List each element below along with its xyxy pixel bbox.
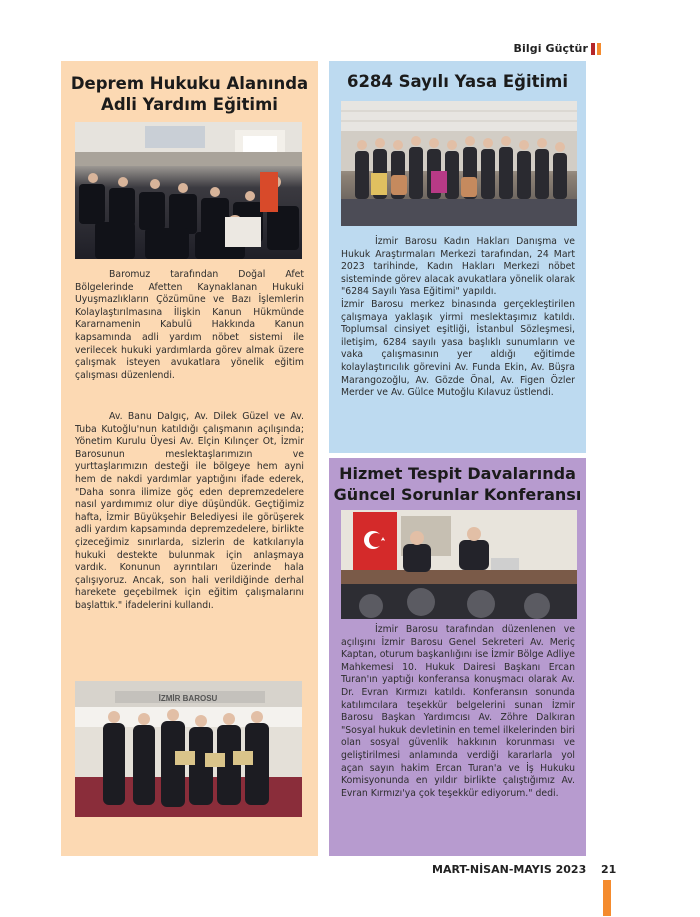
article-body	[341, 236, 575, 400]
article-title-line-2: Adli Yardım Eğitimi	[101, 95, 278, 115]
article-6284-yasa	[329, 61, 586, 453]
header-bar-red	[591, 43, 595, 55]
seminar-audience-illustration	[75, 122, 302, 259]
article-title	[61, 73, 318, 116]
article-paragraph-1	[75, 269, 304, 382]
training-group-illustration	[341, 101, 577, 226]
issue-label: MART-NİSAN-MAYIS 2023	[432, 863, 587, 876]
conference-panel-photo	[341, 510, 577, 619]
paragraph-text: İzmir Barosu tarafından düzenlenen ve açılışını İzmir Barosu Genel Sekreteri Av. Meriç Kaptan, oturum başkanlığını ise İzmir Bölge Adliye Mahkemesi 10. Hukuk Dairesi Başkanı Ercan Turan'ın yaptığı konferansa konuşmacı olarak Av. Dr. Evran Kırmızı katıldı. Konferansın sonunda katılımcılara teşekkür belgelerini sunan İzmir Barosu Başkan Yardımcısı Av. Zöhre Dalkıran "Sosyal hukuk devletinin en temel ilkelerinden biri olan sosyal güvenlik hakkının korunması ve geliştirilmesi anlamında verdiği kararlarla yol açan sayın hakim Ercan Turan'a ve İş Hukuku Komisyonunda en yıldır birlikte çalıştığımız Av. Evran Kırmızı'ya çok teşekkür ediyorum." dedi.	[341, 624, 575, 799]
header-color-bars	[591, 43, 601, 55]
conference-panel-illustration	[341, 510, 577, 619]
seminar-audience-photo	[75, 122, 302, 259]
paragraph-text: İzmir Barosu Kadın Hakları Danışma ve Hukuk Araştırmaları Merkezi tarafından, 24 Mart 2023 tarihinde, Kadın Hakları Merkezi nöbet sisteminde görev alacak avukatlara yönelik olarak "6284 Sayılı Yasa Eğitimi" yapıldı.	[341, 236, 575, 298]
article-title-line-2: Güncel Sorunlar Konferansı	[333, 484, 582, 504]
section-label: Bilgi Güçtür	[513, 42, 588, 55]
paragraph-text: Av. Banu Dalgıç, Av. Dilek Güzel ve Av. Tuba Kutoğlu'nun katıldığı çalışmanın açılışında; Yönetim Kurulu Üyesi Av. Elçin Kılınçer Ot, İzmir Barosunun meslektaşlarımızın ve yurttaşlarımızın desteği ile bölgeye hem ayni hem de nakdi yardımlar yaptığını ifade ederek, "Daha sonra ilimize göç eden depremzedelere nasıl yardımımız olur diye düşündük. Geçtiğimiz hafta, İzmir Büyükşehir Belediyesi ile görüşerek adli yardım kapsamında depremzedelere, birlikte çizeceğimiz sınırlarda, sizlerin de katkılarıyla hukuki destekte bulunmak için anlaşmaya vardık. Konunun ayrıntıları üzerinde hala çalışıyoruz. Ancak, son hali verildiğinde derhal harekete geçebilmek için eğitim çalışmalarını başlattık." ifadelerini kullandı.	[75, 411, 304, 611]
article-hizmet-tespit	[329, 458, 586, 856]
article-title	[329, 464, 586, 506]
group-photo-with-certificates	[75, 681, 302, 817]
article-title-line-1: Hizmet Tespit Davalarında	[339, 464, 576, 483]
article-title-line-1: Deprem Hukuku Alanında	[70, 74, 309, 93]
article-title: 6284 Sayılı Yasa Eğitimi	[346, 72, 569, 91]
banner-text: İZMİR BAROSU	[158, 694, 218, 703]
training-group-photo	[341, 101, 577, 226]
page-number: 21	[601, 863, 617, 876]
header-bar-orange	[597, 43, 601, 55]
article-paragraph-2	[75, 411, 304, 613]
article-deprem-hukuku	[61, 61, 318, 856]
paragraph-text: İzmir Barosu merkez binasında gerçekleştirilen çalışmaya yaklaşık yirmi meslektaşımız katıldı. Toplumsal cinsiyet eşitliği, İstanbul Sözleşmesi, iletişim, 6284 sayılı yasa başlıklı sunumların ve vaka çalışmasının yer aldığı eğitimde kolaylaştırıcılık görevini Av. Funda Ekin, Av. Büşra Marangozoğlu, Av. Gözde Önal, Av. Figen Özler Merder ve Av. Gülce Mutoğlu Kılavuz üstlendi.	[341, 298, 575, 399]
footer-accent-bar	[603, 880, 611, 916]
article-body	[341, 624, 575, 800]
paragraph-text: Baromuz tarafından Doğal Afet Bölgelerinde Afetten Kaynaklanan Hukuki Uyuşmazlıkların Çözümüne ve Bazı İşlemlerin Kolaylaştırılmasına İlişkin Kanun Hükmünde Kararnamenin Kabulü Hakkında Kanun kapsamında adli yardım nöbet sistemi ile verilecek hukuki yardımlarda görev almak üzere çalışmak isteyen avukatlara yönelik eğitim çalışması düzenlendi.	[75, 269, 304, 381]
group-photo-illustration	[75, 681, 302, 817]
